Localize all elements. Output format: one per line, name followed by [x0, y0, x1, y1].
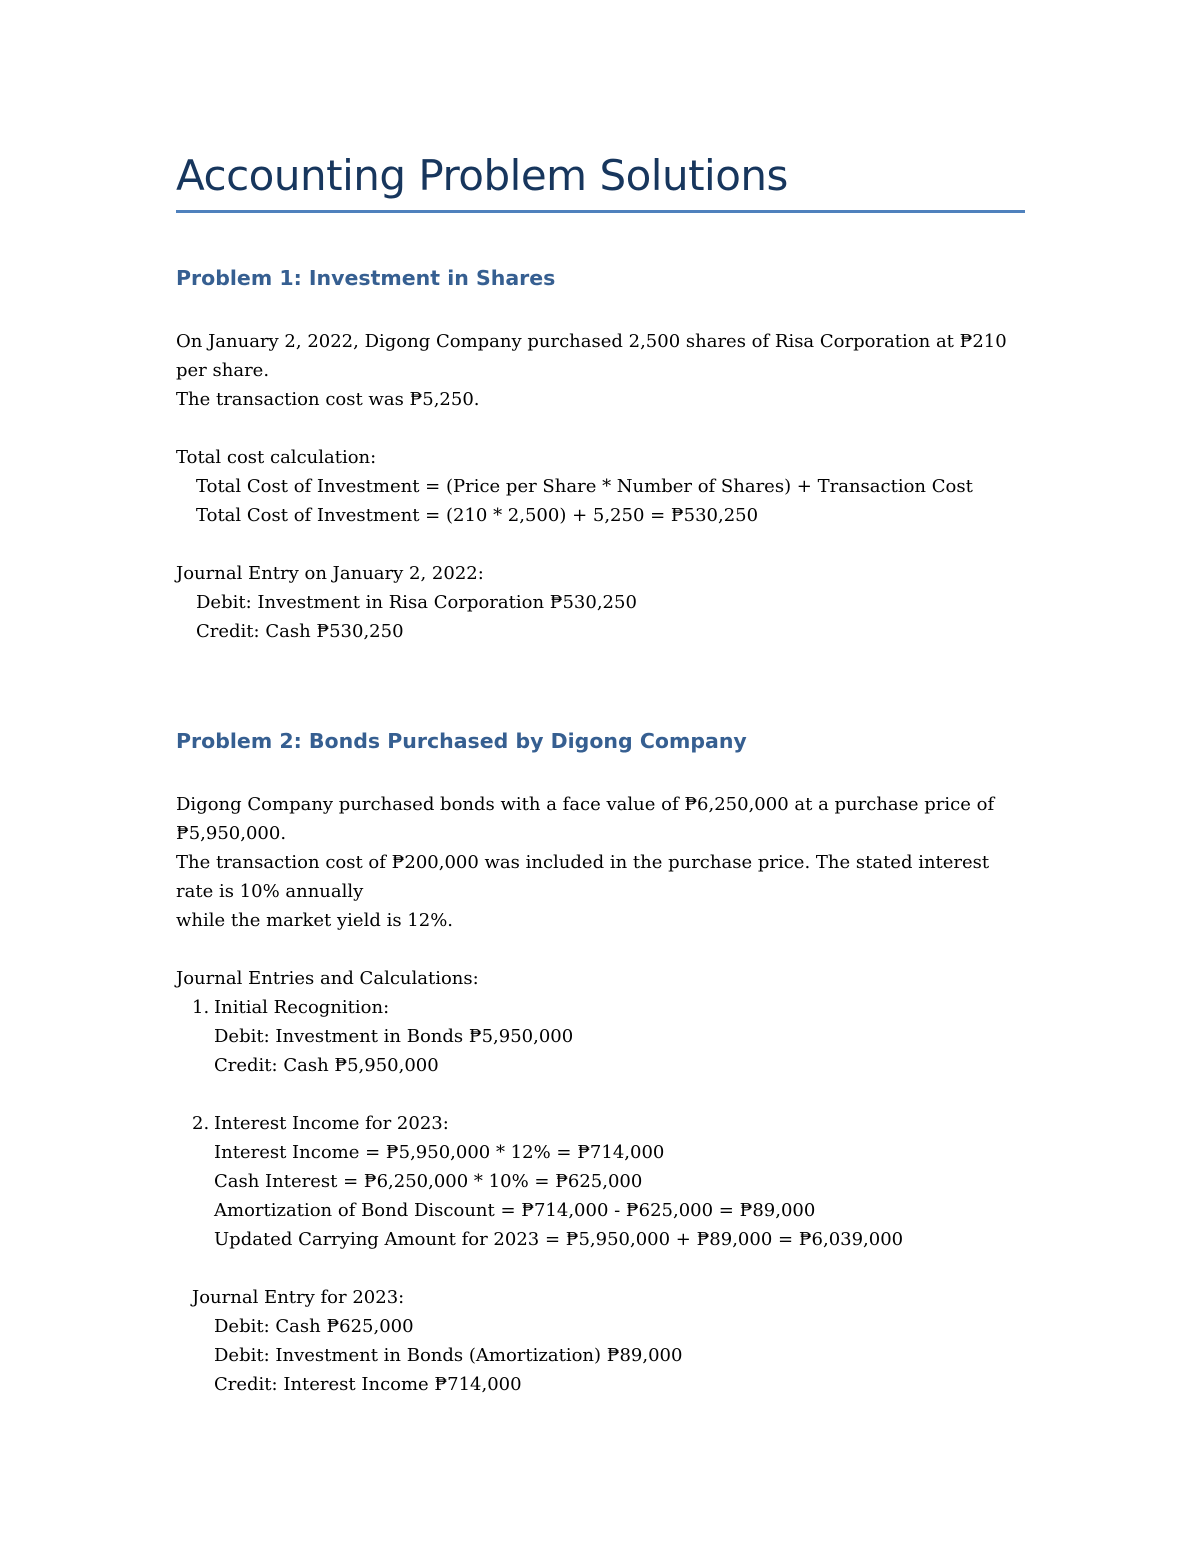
- problem-1-calc-label: Total cost calculation:: [176, 447, 377, 468]
- problem-1-heading: Problem 1: Investment in Shares: [176, 266, 556, 290]
- step-1-debit: Debit: Investment in Bonds ₱5,950,000: [214, 1026, 574, 1047]
- step-2-carrying-amount: Updated Carrying Amount for 2023 = ₱5,950,000 + ₱89,000 = ₱6,039,000: [214, 1229, 904, 1250]
- step-2-interest-income: Interest Income = ₱5,950,000 * 12% = ₱714,000: [214, 1142, 665, 1163]
- problem-2-heading: Problem 2: Bonds Purchased by Digong Company: [176, 729, 747, 753]
- step-2-amortization: Amortization of Bond Discount = ₱714,000 - ₱625,000 = ₱89,000: [214, 1200, 816, 1221]
- problem-1-journal-label: Journal Entry on January 2, 2022:: [176, 563, 484, 584]
- journal-2023-debit-investment: Debit: Investment in Bonds (Amortization) ₱89,000: [214, 1345, 683, 1366]
- journal-2023-credit: Credit: Interest Income ₱714,000: [214, 1374, 522, 1395]
- problem-1-intro-line: per share.: [176, 360, 270, 381]
- step-1-label: Initial Recognition:: [214, 997, 390, 1018]
- step-1-credit: Credit: Cash ₱5,950,000: [214, 1055, 439, 1076]
- problem-2-intro-line: rate is 10% annually: [176, 881, 364, 902]
- problem-1-journal-debit: Debit: Investment in Risa Corporation ₱530,250: [196, 592, 637, 613]
- step-2-label: Interest Income for 2023:: [214, 1113, 449, 1134]
- step-2-number: 2.: [192, 1113, 210, 1134]
- problem-2-intro-line: while the market yield is 12%.: [176, 910, 454, 931]
- problem-2-intro-line: The transaction cost of ₱200,000 was included in the purchase price. The stated interest: [176, 852, 990, 873]
- problem-1-calc-result: Total Cost of Investment = (210 * 2,500) + 5,250 = ₱530,250: [196, 505, 759, 526]
- journal-2023-debit-cash: Debit: Cash ₱625,000: [214, 1316, 414, 1337]
- title-underline: [176, 210, 1025, 213]
- problem-1-intro-line: On January 2, 2022, Digong Company purchased 2,500 shares of Risa Corporation at ₱210: [176, 331, 1007, 352]
- step-1-number: 1.: [192, 997, 210, 1018]
- problem-1-intro-line: The transaction cost was ₱5,250.: [176, 389, 480, 410]
- journal-2023-label: Journal Entry for 2023:: [192, 1287, 405, 1308]
- problem-2-intro-line: Digong Company purchased bonds with a face value of ₱6,250,000 at a purchase price of: [176, 794, 995, 815]
- problem-2-entries-label: Journal Entries and Calculations:: [176, 968, 479, 989]
- problem-1-journal-credit: Credit: Cash ₱530,250: [196, 621, 404, 642]
- problem-1-calc-formula: Total Cost of Investment = (Price per Share * Number of Shares) + Transaction Cost: [196, 476, 973, 497]
- step-2-cash-interest: Cash Interest = ₱6,250,000 * 10% = ₱625,000: [214, 1171, 643, 1192]
- problem-2-intro-line: ₱5,950,000.: [176, 823, 287, 844]
- document-title: Accounting Problem Solutions: [176, 151, 788, 200]
